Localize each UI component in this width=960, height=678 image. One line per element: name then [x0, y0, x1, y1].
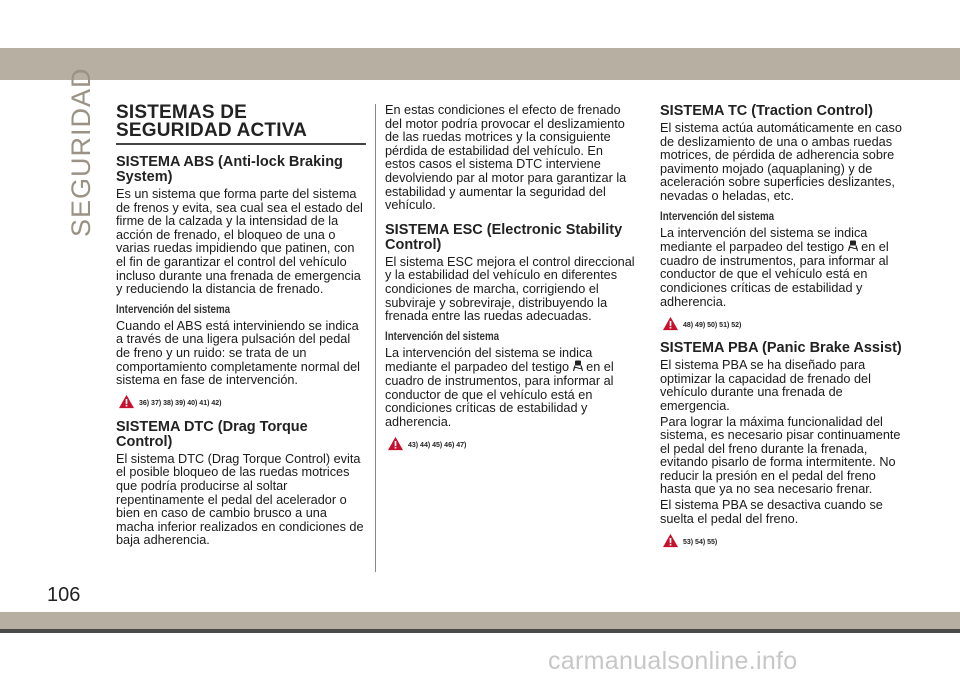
- tc-subheading: Intervención del sistema: [660, 210, 775, 223]
- column-1: [116, 104, 366, 550]
- pba-warning-refs: [662, 532, 910, 548]
- warning-triangle-icon: [662, 533, 679, 548]
- esc-warning-refs: [387, 435, 635, 451]
- pba-paragraph-3: El sistema PBA se desactiva cuando se suelta el pedal del freno.: [660, 498, 883, 526]
- tc-warning-numbers: 48) 49) 50) 51) 52): [683, 321, 742, 329]
- esc-warning-lamp-icon: [848, 240, 858, 252]
- abs-subheading: Intervención del sistema: [116, 303, 231, 316]
- pba-warning-numbers: 53) 54) 55): [683, 538, 718, 546]
- column-2: [385, 104, 635, 455]
- column-3: [660, 104, 910, 552]
- esc-subheading: Intervención del sistema: [385, 330, 500, 343]
- warning-triangle-icon: [387, 436, 404, 451]
- esc-warning-numbers: 43) 44) 45) 46) 47): [408, 441, 467, 449]
- tc-heading: SISTEMA TC (Traction Control): [660, 103, 873, 119]
- pba-paragraph-2: Para lograr la máxima funcionalidad del sistema, es necesario pisar continuamente el pedal del freno durante la frenada, evitando pisarlo de forma intermitente. No reducir la presión en el pedal del freno hasta que ya no sea necesario frenar.: [660, 414, 901, 497]
- warning-triangle-icon: [662, 316, 679, 331]
- warning-triangle-icon: [118, 394, 135, 409]
- esc-paragraph: El sistema ESC mejora el control direccional y la estabilidad del vehículo en diferentes condiciones de marcha, corrigiendo el subviraje y sobreviraje, distribuyendo la frenada entre las ruedas adecuadas.: [385, 254, 635, 324]
- esc-sub-paragraph: La intervención del sistema se indica mediante el parpadeo del testigo en el cuadro de instrumentos, para informar al conductor de que el vehículo está en condiciones críticas de estabilidad y adherencia.: [385, 345, 614, 429]
- tc-paragraph: El sistema actúa automáticamente en caso de deslizamiento de una o ambas ruedas motrices, de pérdida de adherencia sobre pavimento mojado (aquaplaning) y de aceleración sobre superficies deslizantes, nevadas o heladas, etc.: [660, 121, 902, 203]
- main-title: SISTEMAS DE SEGURIDAD ACTIVA: [116, 104, 366, 145]
- top-margin: [0, 0, 960, 48]
- column-divider: [375, 104, 376, 572]
- tc-warning-refs: [662, 315, 910, 331]
- abs-paragraph: Es un sistema que forma parte del sistema de frenos y evita, sea cual sea el estado del firme de la calzada y la intensidad de la acción de frenado, el bloqueo de una o varias ruedas impidiendo que patinen, con el fin de garantizar el control del vehículo incluso durante una frenada de emergencia y reduciendo la distancia de frenado.: [116, 187, 363, 297]
- abs-warning-refs: [118, 394, 366, 410]
- dtc-continued-paragraph: En estas condiciones el efecto de frenado del motor podría provocar el deslizamiento de las ruedas motrices y la consiguiente pérdida de estabilidad del vehículo. En estos casos el sistema DTC interviene devolviendo par al motor para garantizar la estabilidad y aumentar la seguridad del vehículo.: [385, 103, 627, 213]
- pba-heading: SISTEMA PBA (Panic Brake Assist): [660, 340, 902, 357]
- watermark: carmanualsonline.info: [548, 647, 798, 675]
- side-section-title: SEGURIDAD: [66, 67, 96, 237]
- footer-rule: [0, 629, 960, 633]
- abs-heading: SISTEMA ABS (Anti-lock Braking System): [116, 154, 343, 185]
- header-band: [0, 48, 960, 80]
- esc-heading: SISTEMA ESC (Electronic Stability Control): [385, 221, 623, 253]
- pba-paragraph-1: El sistema PBA se ha diseñado para optimizar la capacidad de frenado del vehículo durante una frenada de emergencia.: [660, 358, 871, 413]
- dtc-paragraph: El sistema DTC (Drag Torque Control) evita el posible bloqueo de las ruedas motrices que podría producirse al soltar repentinamente el pedal del acelerador o bien en caso de cambio brusco a una macha inferior realizados en condiciones de baja adherencia.: [116, 451, 364, 548]
- abs-sub-paragraph: Cuando el ABS está interviniendo se indica a través de una ligera pulsación del pedal de freno y un ruido: se trata de un comportamiento completamente normal del sistema en fase de intervención.: [116, 318, 360, 388]
- abs-warning-numbers: 36) 37) 38) 39) 40) 41) 42): [139, 400, 222, 408]
- page-number: 106: [47, 584, 81, 606]
- tc-sub-paragraph: La intervención del sistema se indica mediante el parpadeo del testigo en el cuadro de instrumentos, para informar al conductor de que el vehículo está en condiciones críticas de estabilidad y adherencia.: [660, 225, 889, 309]
- esc-warning-lamp-icon: [573, 360, 583, 372]
- dtc-heading: SISTEMA DTC (Drag Torque Control): [116, 418, 308, 450]
